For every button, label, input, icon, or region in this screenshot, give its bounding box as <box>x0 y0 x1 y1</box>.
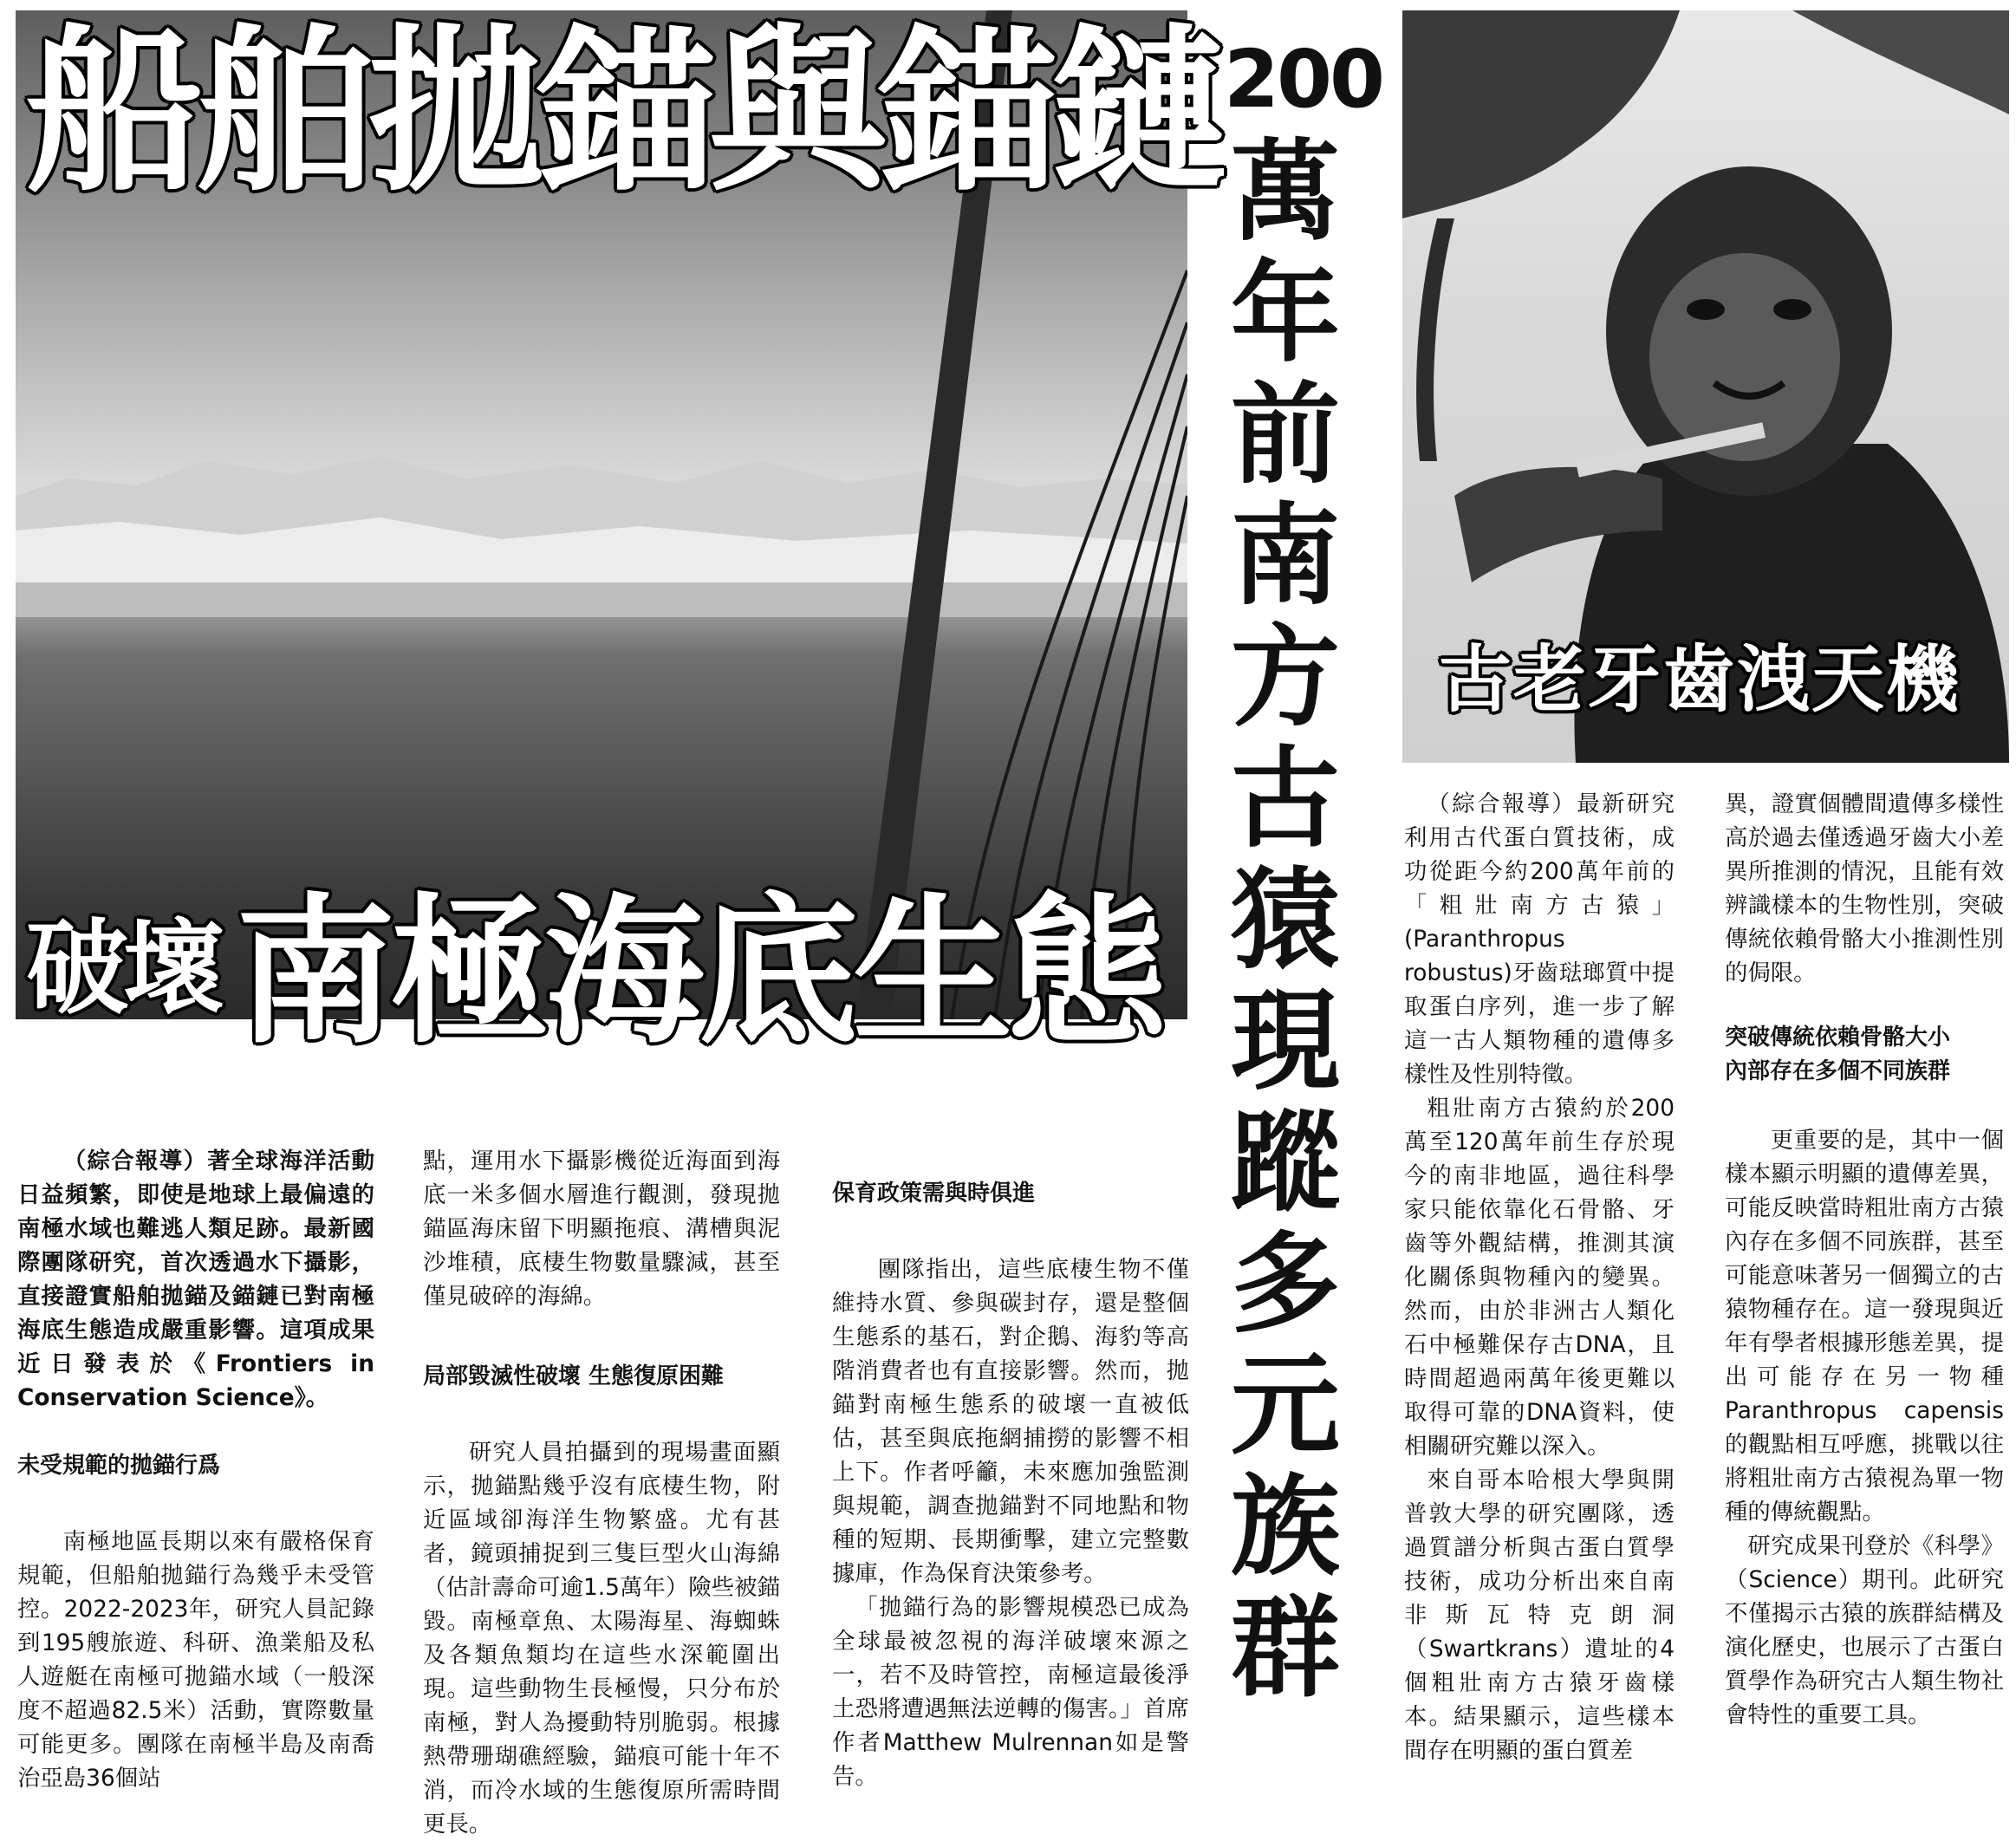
left-article-col3 <box>832 1177 1189 1793</box>
headline-bottom-prefix: 破壞 <box>26 908 221 1028</box>
left-col1-lead: （綜合報導）著全球海洋活動日益頻繁，即使是地球上最偏遠的南極水域也難逃人類足跡。最新國際團隊研究，首次透過水下攝影，直接證實船舶拋錨及錨鏈已對南極海底生態造成嚴重影響。這項成果近日發表於《Frontiers in Conservation Science》。 <box>17 1148 374 1411</box>
right-col2-p3: 研究成果刊登於《科學》（Science）期刊。此研究不僅揭示古猿的族群結構及演化歷史，也展示了古蛋白質學作為研究古人類生物社會特性的重要工具。 <box>1725 1532 2004 1728</box>
left-col2-body: 研究人員拍攝到的現場畫面顯示，拋錨點幾乎沒有底棲生物，附近區域卻海洋生物繁盛。尤有甚者，鏡頭捕捉到三隻巨型火山海綿（估計壽命可逾1.5萬年）險些被錨毀。南極章魚、太陽海星、海蜘蛛及各類魚類均在這些水深範圍出現。這些動物生長極慢，只分布於南極，對人為擾動特別脆弱。根據熱帶珊瑚礁經驗，錨痕可能十年不消，而冷水域的生態復原所需時間更長。 <box>423 1439 780 1838</box>
left-article-col1 <box>17 1144 374 1795</box>
right-col2-subhead1: 突破傳統依賴骨骼大小 <box>1725 1025 1951 1051</box>
vertical-headline-number: 200 <box>1224 33 1383 126</box>
headline-top: 船舶拋錨與錨鏈 <box>26 10 1221 216</box>
right-col2-p2: 更重要的是，其中一個樣本顯示明顯的遺傳差異，可能反映當時粗壯南方古猿內存在多個不同族群，甚至可能意味著另一個獨立的古猿物種存在。這一發現與近年有學者根據形態差異，提出可能存在另一物種Paranthropus capensis的觀點相互呼應，挑戰以往將粗壯南方古猿視為單一物種的傳統觀點。 <box>1725 1127 2004 1525</box>
left-col3-body2: 「拋錨行為的影響規模恐已成為全球最被忽視的海洋破壞來源之一，若不及時管控，南極這最後淨土恐將遭遇無法逆轉的傷害。」首席作者Matthew Mulrennan如是警告。 <box>832 1594 1189 1790</box>
photo-caption: 古老牙齒洩天機 <box>1439 637 1961 722</box>
right-col2-subhead2: 內部存在多個不同族群 <box>1725 1058 1951 1084</box>
left-col1-body: 南極地區長期以來有嚴格保育規範，但船舶拋錨行為幾乎未受管控。2022-2023年，研究人員記錄到195艘旅遊、科研、漁業船及私人遊艇在南極可拋錨水域（一般深度不超過82.5米）活動，實際數量可能更多。團隊在南極半島及南喬治亞島36個站 <box>17 1528 374 1792</box>
right-col1-p2: 粗壯南方古猿約於200萬至120萬年前生存於現今的南非地區，過往科學家只能依靠化石骨骼、牙齒等外觀結構，推測其演化關係與物種內的變異。然而，由於非洲古人類化石中極難保存古DNA，且時間超過兩萬年後更難以取得可靠的DNA資料，使相關研究難以深入。 <box>1404 1095 1675 1460</box>
right-article-col2 <box>1725 787 2004 1732</box>
right-col1-p3: 來自哥本哈根大學與開普敦大學的研究團隊，透過質譜分析與古蛋白質學技術，成功分析出來自南非斯瓦特克朗洞（Swartkrans）遺址的4個粗壯南方古猿牙齒樣本。結果顯示，這些樣本間存在明顯的蛋白質差 <box>1404 1467 1675 1764</box>
right-col2-p1: 異，證實個體間遺傳多樣性高於過去僅透過牙齒大小差異所推測的情況，且能有效辨識樣本的生物性別，突破傳統依賴骨骼大小推測性別的侷限。 <box>1725 790 2004 986</box>
headline-bottom: 南極海底生態 <box>236 880 1162 1065</box>
right-article-col1 <box>1404 787 1675 1767</box>
left-col2-subhead: 局部毀滅性破壞 生態復原困難 <box>423 1363 725 1389</box>
left-col3-body1: 團隊指出，這些底棲生物不僅維持水質、參與碳封存，還是整個生態系的基石，對企鵝、海豹等高階消費者也有直接影響。然而，拋錨對南極生態系的破壞一直被低估，甚至與底拖網捕撈的影響不相上下。作者呼籲，未來應加強監測與規範，調查拋錨對不同地點和物種的短期、長期衝擊，建立完整數據庫，作為保育決策參考。 <box>832 1256 1189 1587</box>
left-col3-subhead: 保育政策需與時俱進 <box>832 1181 1036 1207</box>
left-col1-subhead: 未受規範的拋錨行爲 <box>17 1453 221 1479</box>
vertical-headline: 萬年前南方古猿現蹤多元族群 <box>1231 128 1340 1712</box>
right-col1-p1: （綜合報導）最新研究利用古代蛋白質技術，成功從距今約200萬年前的「粗壯南方古猿」(Paranthropus robustus)牙齒琺瑯質中提取蛋白序列，進一步了解這一古人類物種的遺傳多樣性及性別特徵。 <box>1404 790 1675 1088</box>
left-article-col2 <box>423 1144 780 1841</box>
left-col2-top: 點，運用水下攝影機從近海面到海底一米多個水層進行觀測，發現拋錨區海床留下明顯拖痕、溝槽與泥沙堆積，底棲生物數量驟減，甚至僅見破碎的海綿。 <box>423 1148 780 1310</box>
